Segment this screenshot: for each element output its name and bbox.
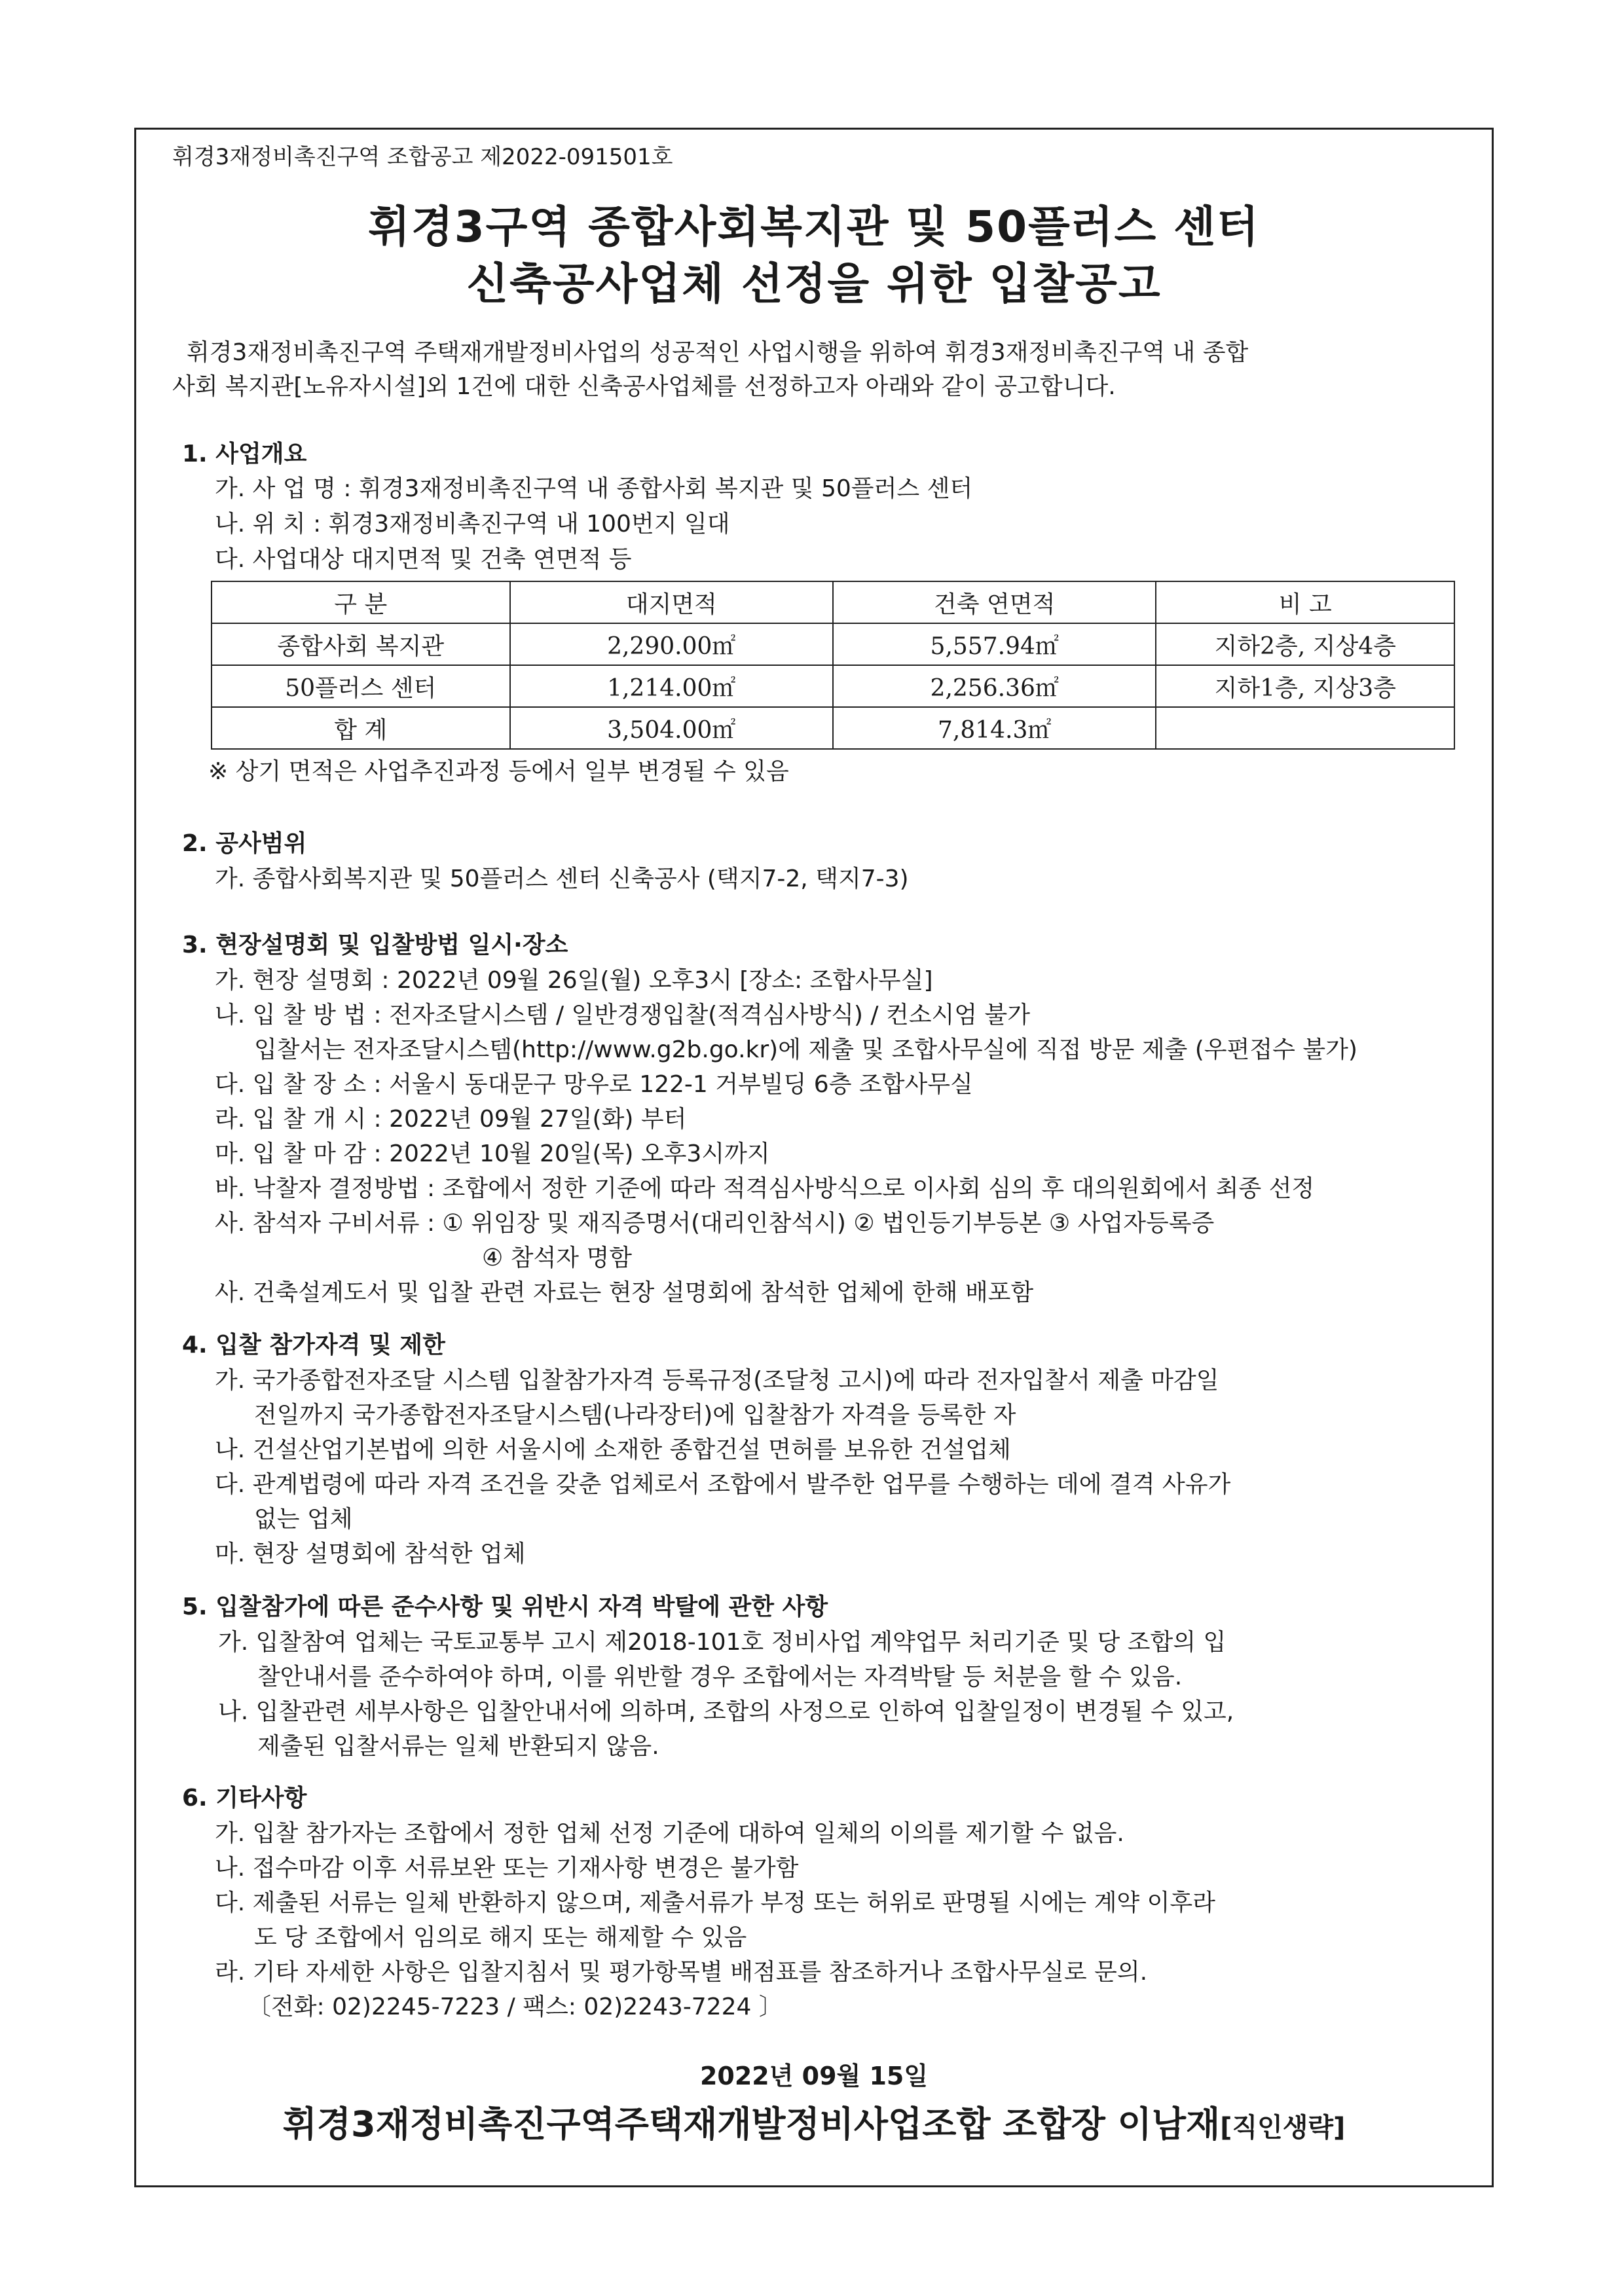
table-cell: 종합사회 복지관 <box>212 623 510 665</box>
title-line-1: 휘경3구역 종합사회복지관 및 50플러스 센터 <box>368 202 1260 252</box>
issuer-name: 휘경3재정비촉진구역주택재개발정비사업조합 조합장 이남재 <box>282 2104 1221 2145</box>
notice-number: 휘경3재정비촉진구역 조합공고 제2022-091501호 <box>172 144 673 170</box>
section-6-line: 〔전화: 02)2245-7223 / 팩스: 02)2243-7224 〕 <box>248 1994 783 2020</box>
section-6-line: 라. 기타 자세한 사항은 입찰지침서 및 평가항목별 배점표를 참조하거나 조합사무실로 문의. <box>215 1959 1148 1986</box>
table-cell: 50플러스 센터 <box>212 665 510 707</box>
section-heading-2: 2. 공사범위 <box>182 830 307 857</box>
intro-line-2: 사회 복지관[노유자시설]외 1건에 대한 신축공사업체를 선정하고자 아래와 같이 공고합니다. <box>172 373 1116 400</box>
section-3-line: 나. 입 찰 방 법 : 전자조달시스템 / 일반경쟁입찰(적격심사방식) / 컨소시엄 불가 <box>215 1002 1031 1029</box>
section-4-line: 마. 현장 설명회에 참석한 업체 <box>215 1540 526 1567</box>
area-note: ※ 상기 면적은 사업추진과정 등에서 일부 변경될 수 있음 <box>208 758 789 785</box>
intro-line-1: 휘경3재정비촉진구역 주택재개발정비사업의 성공적인 사업시행을 위하여 휘경3재정비촉진구역 내 종합 <box>187 339 1249 366</box>
section-3-line: 사. 참석자 구비서류 : ① 위임장 및 재직증명서(대리인참석시) ② 법인등기부등본 ③ 사업자등록증 <box>215 1210 1215 1237</box>
section-heading-3: 3. 현장설명회 및 입찰방법 일시·장소 <box>182 932 568 958</box>
issuer <box>134 2096 1494 2147</box>
section-3-line: 입찰서는 전자조달시스템(http://www.g2b.go.kr)에 제출 및 조합사무실에 직접 방문 제출 (우편접수 불가) <box>254 1036 1357 1063</box>
section-3-line: 사. 건축설계도서 및 입찰 관련 자료는 현장 설명회에 참석한 업체에 한해 배포함 <box>215 1279 1034 1306</box>
table-cell: 3,504.00㎡ <box>510 707 833 749</box>
section-6-line: 도 당 조합에서 임의로 해지 또는 해제할 수 있음 <box>254 1924 747 1951</box>
table-cell: 2,290.00㎡ <box>510 623 833 665</box>
section-3-line: 라. 입 찰 개 시 : 2022년 09월 27일(화) 부터 <box>215 1106 687 1133</box>
section-5-line: 제출된 입찰서류는 일체 반환되지 않음. <box>257 1733 659 1760</box>
section-4-line: 전일까지 국가종합전자조달시스템(나라장터)에 입찰참가 자격을 등록한 자 <box>254 1402 1016 1429</box>
table-cell: 지하1층, 지상3층 <box>1156 665 1454 707</box>
section-5-line: 나. 입찰관련 세부사항은 입찰안내서에 의하며, 조합의 사정으로 인하여 입찰일정이 변경될 수 있고, <box>218 1698 1234 1725</box>
section-1-line: 가. 사 업 명 : 휘경3재정비촉진구역 내 종합사회 복지관 및 50플러스 센터 <box>215 475 973 502</box>
section-4-line: 없는 업체 <box>254 1506 353 1533</box>
table-cell: 7,814.3㎡ <box>833 707 1156 749</box>
section-3-line: 다. 입 찰 장 소 : 서울시 동대문구 망우로 122-1 거부빌딩 6층 조합사무실 <box>215 1071 973 1098</box>
table-header-cell: 건축 연면적 <box>833 581 1156 623</box>
table-cell: 지하2층, 지상4층 <box>1156 623 1454 665</box>
table-row <box>212 707 1454 749</box>
table-cell: 합 계 <box>212 707 510 749</box>
area-table <box>211 581 1455 750</box>
section-3-line: 바. 낙찰자 결정방법 : 조합에서 정한 기준에 따라 적격심사방식으로 이사회 심의 후 대의원회에서 최종 선정 <box>215 1175 1315 1202</box>
section-1-line: 다. 사업대상 대지면적 및 건축 연면적 등 <box>215 546 632 573</box>
table-header-row <box>212 581 1454 623</box>
section-4-line: 다. 관계법령에 따라 자격 조건을 갖춘 업체로서 조합에서 발주한 업무를 수행하는 데에 결격 사유가 <box>215 1471 1231 1498</box>
section-3-line: 가. 현장 설명회 : 2022년 09월 26일(월) 오후3시 [장소: 조합사무실] <box>215 967 933 994</box>
section-6-line: 다. 제출된 서류는 일체 반환하지 않으며, 제출서류가 부정 또는 허위로 판명될 시에는 계약 이후라 <box>215 1889 1215 1916</box>
table-row <box>212 665 1454 707</box>
section-1-line: 나. 위 치 : 휘경3재정비촉진구역 내 100번지 일대 <box>215 511 730 538</box>
table-row <box>212 623 1454 665</box>
section-3-line: 마. 입 찰 마 감 : 2022년 10월 20일(목) 오후3시까지 <box>215 1140 770 1167</box>
section-4-line: 나. 건설산업기본법에 의한 서울시에 소재한 종합건설 면허를 보유한 건설업체 <box>215 1436 1011 1463</box>
section-6-line: 가. 입찰 참가자는 조합에서 정한 업체 선정 기준에 대하여 일체의 이의를 제기할 수 없음. <box>215 1820 1124 1847</box>
section-6-line: 나. 접수마감 이후 서류보완 또는 기재사항 변경은 불가함 <box>215 1855 799 1882</box>
section-3-line: ④ 참석자 명함 <box>482 1245 633 1271</box>
section-heading-1: 1. 사업개요 <box>182 441 307 467</box>
table-cell: 1,214.00㎡ <box>510 665 833 707</box>
section-5-line: 가. 입찰참여 업체는 국토교통부 고시 제2018-101호 정비사업 계약업무 처리기준 및 당 조합의 입 <box>218 1629 1227 1656</box>
section-heading-6: 6. 기타사항 <box>182 1785 307 1812</box>
table-header-cell: 구 분 <box>212 581 510 623</box>
table-cell <box>1156 707 1454 749</box>
seal-omitted-label: [직인생략] <box>1220 2113 1346 2143</box>
section-4-line: 가. 국가종합전자조달 시스템 입찰참가자격 등록규정(조달청 고시)에 따라 전자입찰서 제출 마감일 <box>215 1367 1219 1394</box>
notice-date: 2022년 09월 15일 <box>699 2062 929 2090</box>
table-cell: 5,557.94㎡ <box>833 623 1156 665</box>
section-heading-5: 5. 입찰참가에 따른 준수사항 및 위반시 자격 박탈에 관한 사항 <box>182 1594 828 1620</box>
section-2-line: 가. 종합사회복지관 및 50플러스 센터 신축공사 (택지7-2, 택지7-3) <box>215 866 909 892</box>
section-heading-4: 4. 입찰 참가자격 및 제한 <box>182 1332 445 1358</box>
title-line-2: 신축공사업체 선정을 위한 입찰공고 <box>466 259 1162 309</box>
table-header-cell: 대지면적 <box>510 581 833 623</box>
table-header-cell: 비 고 <box>1156 581 1454 623</box>
table-cell: 2,256.36㎡ <box>833 665 1156 707</box>
section-5-line: 찰안내서를 준수하여야 하며, 이를 위반할 경우 조합에서는 자격박탈 등 처분을 할 수 있음. <box>257 1664 1183 1690</box>
